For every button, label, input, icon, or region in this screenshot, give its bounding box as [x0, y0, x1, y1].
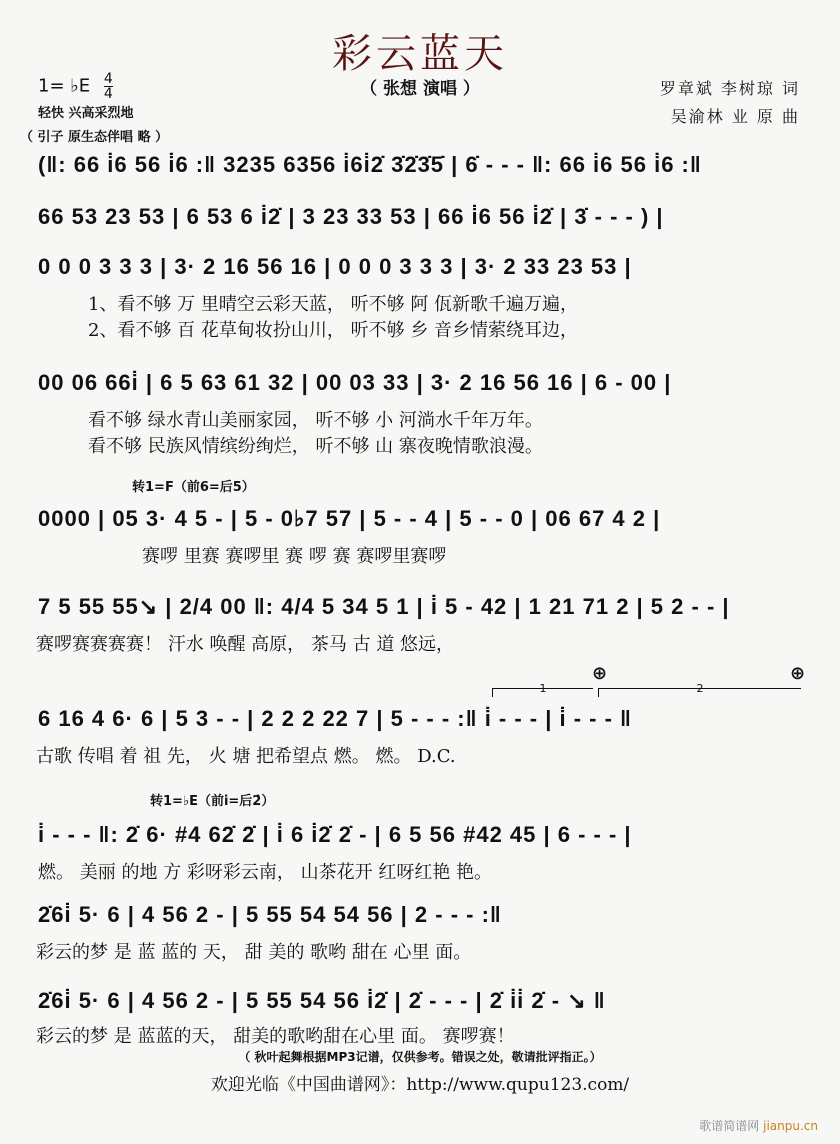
time-signature: [104, 72, 113, 101]
score-row-3-lyric-1: 1、看不够 万 里晴空云彩天蓝， 听不够 阿 佤新歌千遍万遍，: [88, 294, 579, 315]
score-row-1-notes: (‖: 66 i̇6 56 i̇6 :‖ 3235 6356 i̇6i̇2̇ 3̇2̇3̇5̇ | 6̇ - - - ‖: 66 i̇6 56 i̇6 :‖: [38, 152, 702, 177]
modulation-to-F: 转1=F（前6=后5）: [132, 480, 255, 495]
score-row-9-lyric: 彩云的梦 是 蓝 蓝的 天， 甜 美的 歌哟 甜在 心里 面。: [36, 942, 472, 963]
coda-icon: ⊕: [592, 663, 608, 684]
score-row-2-notes: 66 53 23 53 | 6 53 6 i̇2̇ | 3 23 33 53 | 66 i̇6 56 i̇2̇ | 3̇ - - - ) |: [38, 204, 664, 229]
score-row-6-lyric: 赛啰赛赛赛赛！ 汗水 唤醒 高原， 茶马 古 道 悠远，: [36, 634, 455, 655]
coda-icon: ⊕: [790, 663, 806, 684]
tempo-marking: 轻快 兴高采烈地: [38, 106, 134, 121]
score-row-8-notes: i̇ - - - ‖: 2̇ 6· #4 62̇ 2̇ | i̇ 6 i̇2̇ 2̇ - | 6 5 56 #42 45 | 6 - - - |: [38, 822, 632, 847]
time-denominator: 4: [103, 86, 113, 102]
key-signature: [38, 72, 113, 101]
singer-credit: （ 张想 演唱 ）: [360, 79, 480, 99]
volta-bracket-1: [492, 682, 593, 697]
watermark: [699, 1117, 818, 1134]
transcription-note: （ 秋叶起舞根据MP3记谱，仅供参考。错误之处，敬请批评指正。）: [238, 1050, 602, 1064]
score-row-10-lyric: 彩云的梦 是 蓝蓝的天， 甜美的歌哟甜在心里 面。 赛啰赛！: [36, 1026, 515, 1047]
score-row-4-lyric-2: 看不够 民族风情缤纷绚烂， 听不够 山 寨夜晚情歌浪漫。: [88, 436, 543, 457]
score-row-4-notes: 00 06 66i̇ | 6 5 63 61 32 | 00 03 33 | 3· 2 16 56 16 | 6 - 00 |: [38, 370, 672, 395]
intro-note: （ 引子 原生态伴唱 略 ）: [20, 130, 169, 145]
volta-1-label: 1: [539, 682, 547, 695]
time-numerator: 4: [103, 71, 113, 87]
modulation-to-Eb: 转1=♭E（前i̇=后2̇）: [150, 794, 275, 809]
score-row-3-lyric-2: 2、看不够 百 花草甸妆扮山川， 听不够 乡 音乡情萦绕耳边，: [88, 320, 579, 341]
lyricist-credit: 罗章斌 李树琼 词: [659, 79, 800, 98]
key-label: 1= ♭E: [38, 75, 91, 97]
watermark-cn: 歌谱简谱网: [699, 1119, 760, 1133]
score-row-5-lyric: 赛啰 里赛 赛啰里 赛 啰 赛 赛啰里赛啰: [142, 546, 447, 567]
score-row-9-notes: 2̇6i̇ 5· 6 | 4 56 2 - | 5 55 54 54 56 | 2 - - - :‖: [38, 902, 502, 927]
score-row-5-notes: 0000 | 05 3· 4 5 - | 5 - 0♭7 57 | 5 - - 4 | 5 - - 0 | 06 67 4 2 |: [38, 506, 661, 531]
score-row-4-lyric-1: 看不够 绿水青山美丽家园， 听不够 小 河淌水千年万年。: [88, 410, 543, 431]
score-row-7-notes: 6 16 4 6· 6 | 5 3 - - | 2 2 2 22 7 | 5 - - - :‖ i̇ - - - | i̇ - - - ‖: [38, 706, 632, 731]
welcome-link-text[interactable]: 欢迎光临《中国曲谱网》：http://www.qupu123.com/: [210, 1075, 630, 1095]
composer-credit: 吴渝林 业 原 曲: [670, 107, 800, 126]
volta-2-label: 2: [696, 682, 704, 695]
score-row-7-lyric: 古歌 传唱 着 祖 先， 火 塘 把希望点 燃。 燃。 D.C.: [36, 746, 456, 767]
volta-bracket-2: [598, 682, 801, 697]
watermark-en: jianpu.cn: [763, 1119, 818, 1133]
score-row-6-notes: 7 5 55 55↘ | 2/4 00 ‖: 4/4 5 34 5 1 | i̇ 5 - 42 | 1 21 71 2 | 5 2 - - |: [38, 594, 730, 619]
score-row-8-lyric: 燃。 美丽 的地 方 彩呀彩云南， 山茶花开 红呀红艳 艳。: [38, 862, 493, 883]
song-title: 彩云蓝天: [332, 31, 508, 77]
score-row-10-notes: 2̇6i̇ 5· 6 | 4 56 2 - | 5 55 54 56 i̇2̇ | 2̇ - - - | 2̇ i̇i̇ 2̇ - ↘ ‖: [38, 988, 606, 1013]
score-row-3-notes: 0 0 0 3 3 3 | 3· 2 16 56 16 | 0 0 0 3 3 3 | 3· 2 33 23 53 |: [38, 254, 632, 279]
